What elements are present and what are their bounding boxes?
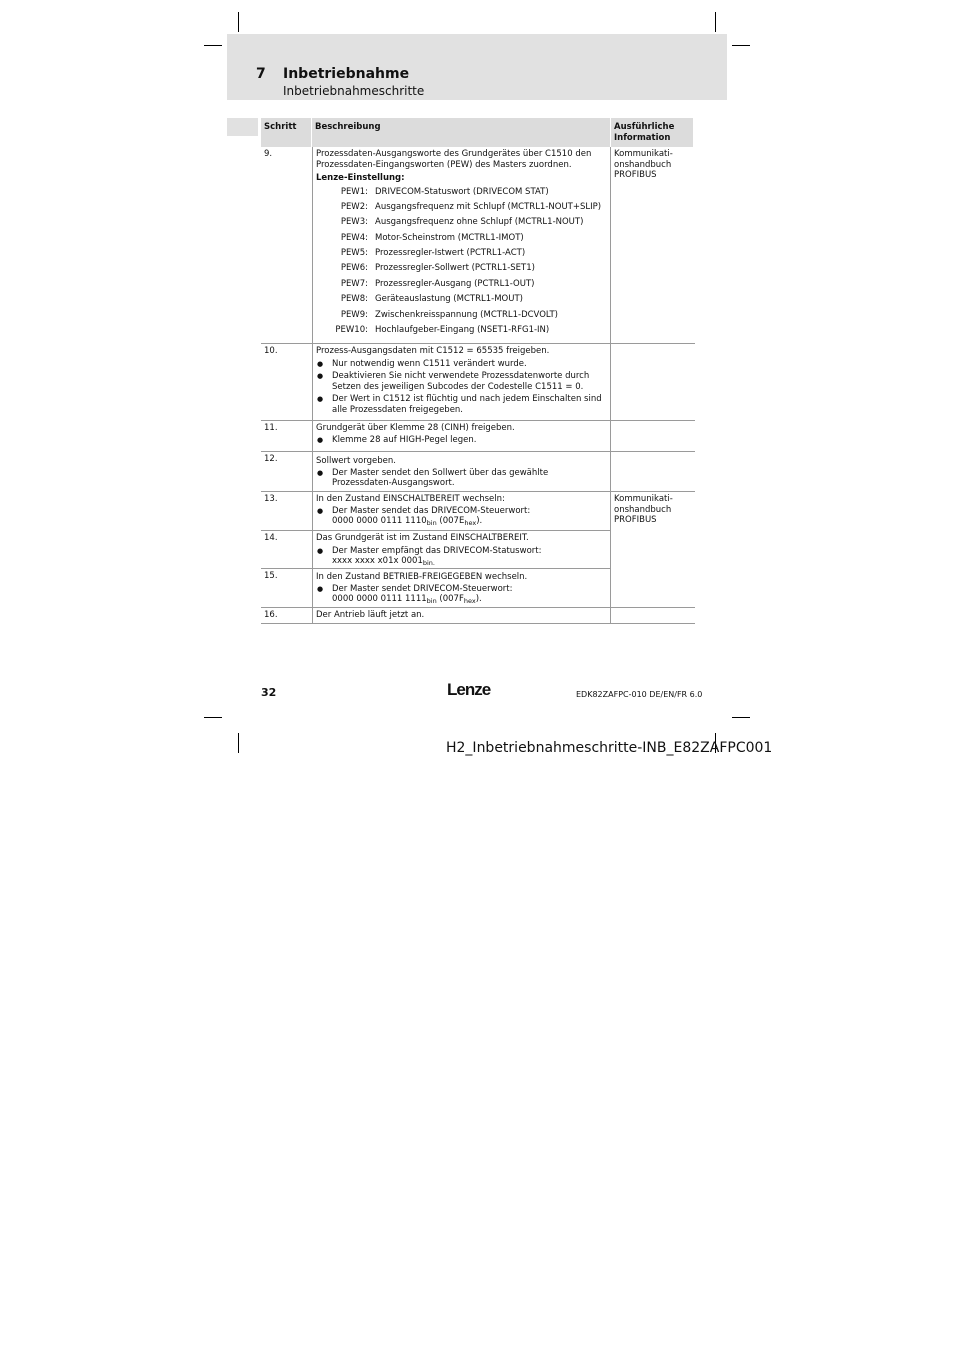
pew-code: PEW3:	[340, 217, 368, 228]
hex-end: ).	[476, 516, 483, 526]
steps-table	[261, 118, 695, 624]
control-word-value	[316, 516, 607, 527]
step-info	[611, 147, 695, 343]
pew-item	[316, 292, 607, 307]
table-row	[261, 608, 695, 624]
step-description	[312, 608, 611, 623]
step-number: 13.	[264, 494, 278, 504]
status-word-value	[316, 556, 607, 567]
info-line: PROFIBUS	[614, 515, 657, 525]
pew-item	[316, 215, 607, 230]
description-text: Prozess-Ausgangsdaten mit C1512 = 65535 freigeben.	[316, 346, 550, 356]
pew-desc: Zwischenkreisspannung (MCTRL1-DCVOLT)	[375, 309, 558, 320]
hex-text: (007F	[436, 594, 464, 604]
pew-item	[316, 231, 607, 246]
step-number: 12.	[264, 454, 278, 464]
step-info	[611, 344, 695, 420]
description-text: Grundgerät über Klemme 28 (CINH) freigeben.	[316, 423, 515, 433]
header-info	[611, 118, 693, 147]
pew-item	[316, 323, 607, 338]
step-number: 10.	[264, 346, 278, 356]
pew-code: PEW9:	[340, 309, 368, 320]
pew-desc: DRIVECOM-Statuswort (DRIVECOM STAT)	[375, 186, 549, 197]
step-description	[312, 492, 611, 530]
bullet-item: ● Der Master sendet DRIVECOM-Steuerwort:	[316, 584, 607, 595]
chapter-number: 7	[256, 66, 266, 82]
header-description: Beschreibung	[312, 118, 610, 147]
step-info	[611, 531, 695, 569]
step-number: 14.	[264, 533, 278, 543]
pew-code: PEW2:	[340, 201, 368, 212]
info-line: onshandbuch	[614, 159, 672, 170]
table-row	[261, 147, 695, 344]
hex-subscript: hex	[463, 597, 476, 605]
hex-subscript: hex	[464, 519, 477, 527]
header-info-line: Ausführliche	[614, 122, 675, 132]
setting-label: Lenze-Einstellung:	[316, 173, 405, 183]
pew-item	[316, 261, 607, 276]
pew-item	[316, 185, 607, 200]
row-group	[261, 492, 695, 608]
info-line: onshandbuch	[614, 504, 672, 515]
pew-desc: Ausgangsfrequenz mit Schlupf (MCTRL1-NOUT+SLIP)	[375, 201, 602, 212]
value-subscript: bin	[426, 519, 437, 527]
pew-desc: Prozessregler-Sollwert (PCTRL1-SET1)	[375, 263, 535, 274]
pew-item	[316, 308, 607, 323]
bullet-item: ● Nur notwendig wenn C1511 verändert wurde.	[316, 359, 607, 370]
table-row	[261, 492, 695, 531]
table-row	[261, 344, 695, 421]
description-text: Sollwert vorgeben.	[316, 456, 396, 466]
pew-list	[316, 185, 607, 339]
value-text: xxxx xxxx x01x 0001	[332, 556, 423, 566]
bullet-item: ● Klemme 28 auf HIGH-Pegel legen.	[316, 435, 607, 446]
value-text: 0000 0000 0111 1110	[332, 516, 427, 526]
step-info	[611, 608, 695, 623]
info-line: Kommunikati-	[614, 149, 673, 159]
control-word-value	[316, 594, 607, 605]
description-text: Der Antrieb läuft jetzt an.	[316, 610, 425, 620]
step-number: 9.	[264, 149, 273, 159]
crop-mark	[204, 45, 222, 46]
hex-end: ).	[475, 594, 482, 604]
pew-code: PEW6:	[340, 263, 368, 274]
header-step: Schritt	[261, 118, 311, 147]
step-description	[312, 421, 611, 451]
value-subscript: bin.	[422, 559, 435, 567]
chapter-title: Inbetriebnahme	[283, 66, 410, 82]
step-number: 15.	[264, 571, 278, 581]
page-number: 32	[261, 686, 277, 699]
pew-item	[316, 200, 607, 215]
crop-mark	[732, 45, 750, 46]
description-text: In den Zustand EINSCHALTBEREIT wechseln:	[316, 494, 505, 504]
step-info	[611, 569, 695, 607]
side-tab-marker	[227, 118, 258, 136]
bullet-item: ● Der Master sendet das DRIVECOM-Steuerwort:	[316, 506, 607, 517]
header-info-line: Information	[614, 132, 671, 143]
pew-desc: Prozessregler-Ausgang (PCTRL1-OUT)	[375, 278, 535, 289]
bullet-item: ● Der Master sendet den Sollwert über das gewählte Prozessdaten-Ausgangswort.	[316, 468, 607, 489]
bullet-item: ● Deaktivieren Sie nicht verwendete Prozessdatenworte durch Setzen des jeweiligen Subcodes der Codestelle C1511 = 0.	[316, 371, 607, 392]
lenze-logo: Lenze	[447, 680, 491, 699]
pew-code: PEW5:	[340, 248, 368, 259]
pew-code: PEW4:	[340, 232, 368, 243]
step-number: 16.	[264, 610, 278, 620]
pew-desc: Geräteauslastung (MCTRL1-MOUT)	[375, 294, 523, 305]
step-description	[312, 452, 611, 491]
description-text: In den Zustand BETRIEB-FREIGEGEBEN wechseln.	[316, 572, 528, 582]
crop-mark	[204, 717, 222, 718]
crop-mark	[715, 12, 716, 32]
step-number: 11.	[264, 423, 278, 433]
pew-code: PEW7:	[340, 278, 368, 289]
value-text: 0000 0000 0111 1111	[332, 594, 427, 604]
step-info	[611, 421, 695, 451]
pew-item	[316, 277, 607, 292]
step-info	[611, 452, 695, 491]
crop-mark	[238, 733, 239, 753]
pew-code: PEW1:	[340, 186, 368, 197]
step-info	[611, 492, 695, 531]
table-row	[261, 452, 695, 492]
pew-code: PEW8:	[340, 294, 368, 305]
pew-desc: Hochlaufgeber-Eingang (NSET1-RFG1-IN)	[375, 325, 550, 336]
description-text: Das Grundgerät ist im Zustand EINSCHALTBEREIT.	[316, 533, 529, 543]
description-text: Prozessdaten-Ausgangsworte des Grundgerätes über C1510 den Prozessdaten-Eingangsworten (PEW) des Masters zuordnen.	[316, 149, 592, 170]
hex-text: (007E	[436, 516, 465, 526]
document-reference: EDK82ZAFPC-010 DE/EN/FR 6.0	[576, 690, 703, 699]
info-line: PROFIBUS	[614, 170, 657, 180]
info-line: Kommunikati-	[614, 494, 673, 504]
table-row	[261, 569, 695, 608]
pew-item	[316, 246, 607, 261]
step-description	[312, 147, 611, 343]
pew-desc: Ausgangsfrequenz ohne Schlupf (MCTRL1-NOUT)	[375, 217, 584, 228]
step-description	[312, 344, 611, 420]
step-description	[312, 531, 611, 569]
pew-code: PEW10:	[335, 325, 368, 336]
crop-mark	[732, 717, 750, 718]
value-subscript: bin	[426, 597, 437, 605]
step-description	[312, 569, 611, 607]
bullet-item: ● Der Wert in C1512 ist flüchtig und nach jedem Einschalten sind alle Prozessdaten freigegeben.	[316, 394, 607, 415]
pew-desc: Prozessregler-Istwert (PCTRL1-ACT)	[375, 248, 526, 259]
bullet-item: ● Der Master empfängt das DRIVECOM-Statuswort:	[316, 546, 607, 557]
table-row	[261, 531, 695, 569]
chapter-subtitle: Inbetriebnahmeschritte	[283, 84, 425, 98]
crop-mark	[238, 12, 239, 32]
table-row	[261, 421, 695, 452]
table-header	[261, 118, 695, 147]
pew-desc: Motor-Scheinstrom (MCTRL1-IMOT)	[375, 232, 524, 243]
file-name-label: H2_Inbetriebnahmeschritte-INB_E82ZAFPC001	[446, 740, 773, 756]
